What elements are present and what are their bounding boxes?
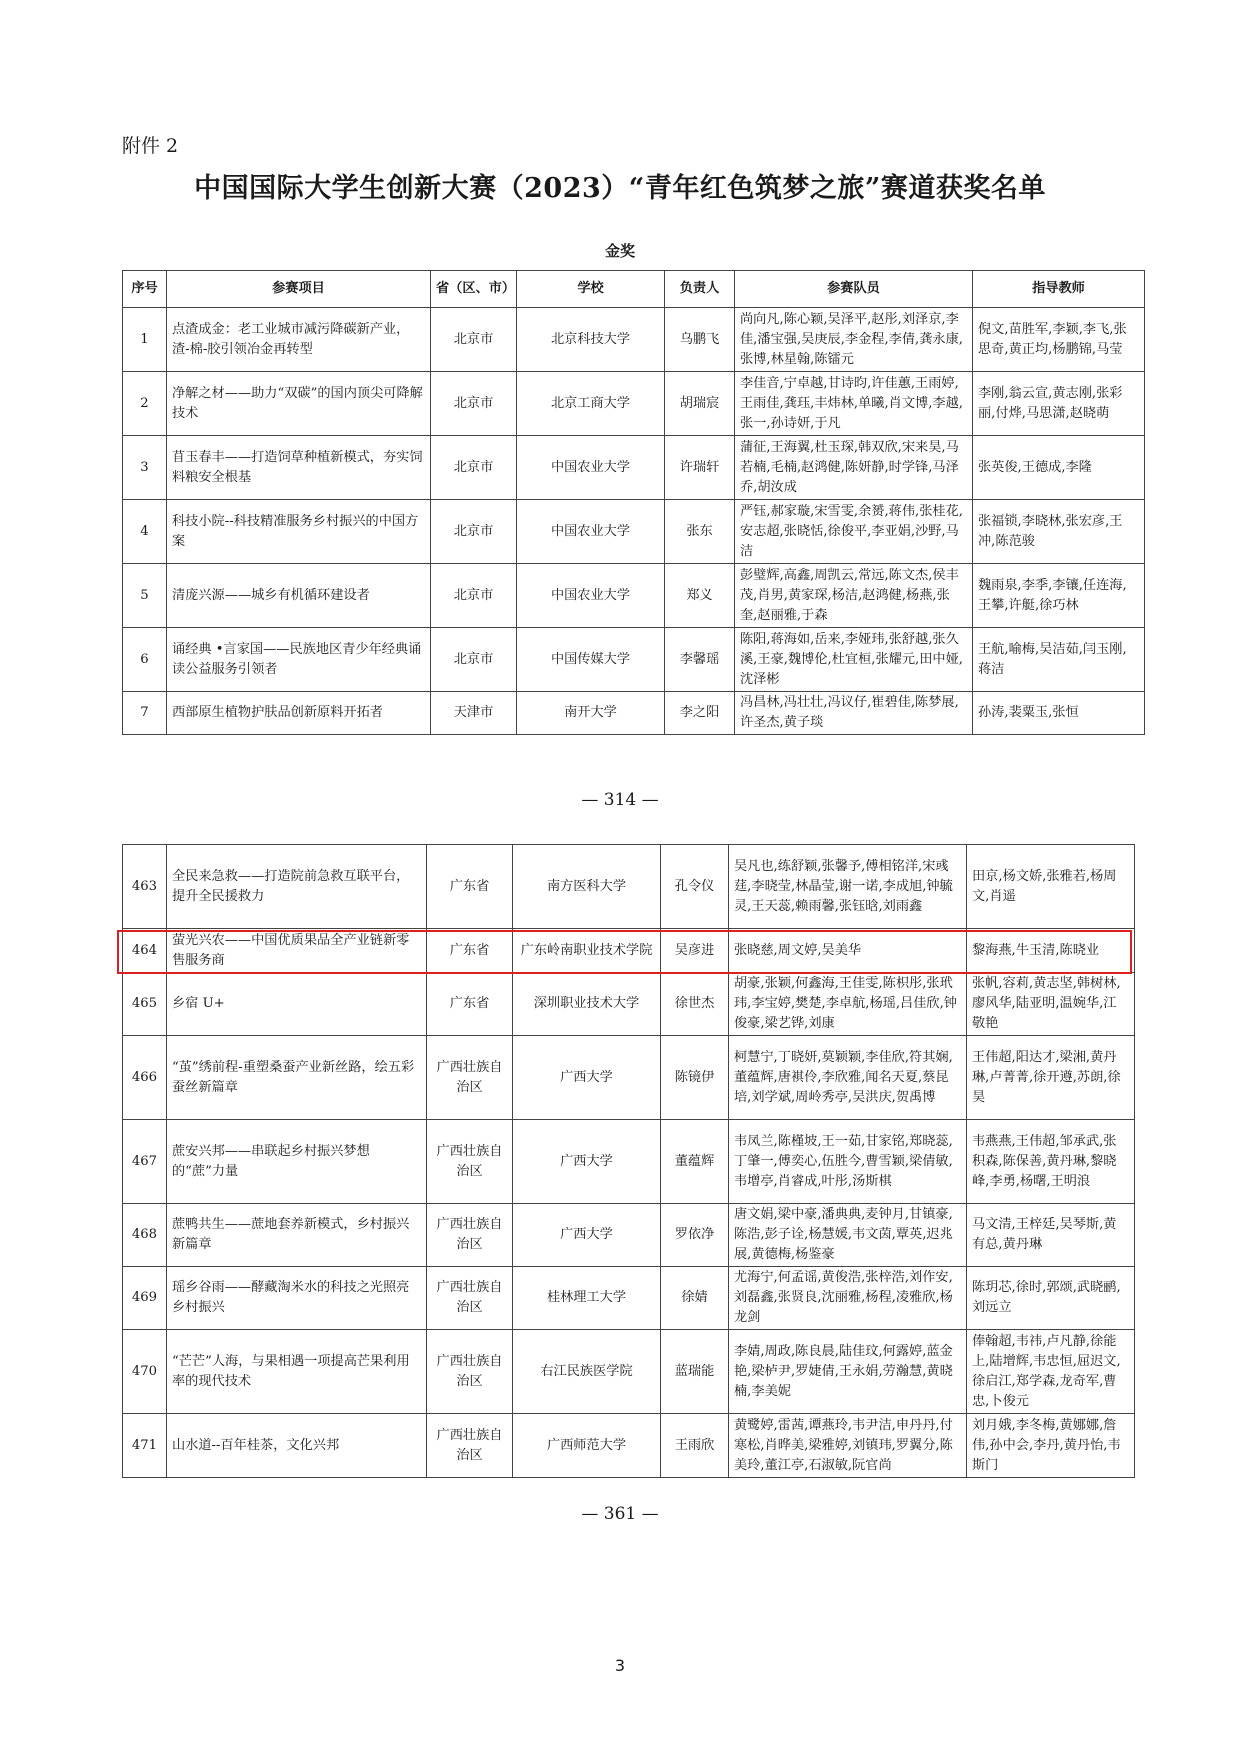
row-number: 2 <box>123 372 167 436</box>
project-name: 苜玉春丰——打造饲草种植新模式，夯实饲料粮安全根基 <box>167 436 431 500</box>
project-name: 点渣成金：老工业城市减污降碳新产业，渣-棉-胶引领冶金再转型 <box>167 308 431 372</box>
school: 北京科技大学 <box>517 308 665 372</box>
row-number: 4 <box>123 500 167 564</box>
school: 桂林理工大学 <box>513 1267 661 1330</box>
leader: 胡瑞宸 <box>665 372 735 436</box>
row-number: 465 <box>123 973 167 1036</box>
leader: 张东 <box>665 500 735 564</box>
advisors: 田京,杨文娇,张雅若,杨周文,肖遥 <box>967 845 1135 929</box>
project-name: 诵经典 •言家国——民族地区青少年经典诵读公益服务引领者 <box>167 628 431 692</box>
leader: 徐婧 <box>661 1267 729 1330</box>
school: 右江民族医学院 <box>513 1330 661 1414</box>
row-number: 467 <box>123 1120 167 1204</box>
table-row <box>123 436 1145 500</box>
team-members: 胡豪,张颖,何鑫海,王佳雯,陈枳彤,张玳玮,李宝婷,樊楚,李卓航,杨瑶,吕佳欣,钟俊豪,梁艺铧,刘康 <box>729 973 967 1036</box>
region: 北京市 <box>431 308 517 372</box>
advisors: 刘月娥,李冬梅,黄娜娜,詹伟,孙中会,李丹,黄丹怡,韦斯门 <box>967 1414 1135 1478</box>
header-project: 参赛项目 <box>167 271 431 308</box>
header-leader: 负责人 <box>665 271 735 308</box>
project-name: 蔗鸭共生——蔗地套养新模式，乡村振兴新篇章 <box>167 1204 427 1267</box>
highlight-box <box>117 930 1132 974</box>
region: 广西壮族自治区 <box>427 1330 513 1414</box>
team-members: 尤海宁,何孟谣,黄俊浩,张梓浩,刘作安,刘磊鑫,张贤良,沈丽雅,杨程,凌雅欣,杨龙剑 <box>729 1267 967 1330</box>
row-number: 469 <box>123 1267 167 1330</box>
table-row <box>123 564 1145 628</box>
project-name: 蔗安兴邦——串联起乡村振兴梦想的“蔗”力量 <box>167 1120 427 1204</box>
project-name: “芒芒”人海，与果相遇一项提高芒果利用率的现代技术 <box>167 1330 427 1414</box>
team-members: 韦凤兰,陈槿坡,王一茹,甘家铭,郑晓蕊,丁肇一,傅奕心,伍胜今,曹雪颖,梁倩敏,韦增亭,肖睿成,叶彤,汤斯棋 <box>729 1120 967 1204</box>
team-members: 李婧,周政,陈良晨,陆佳玟,何露婷,蓝金艳,梁栌尹,罗婕倩,王永娟,劳瀚慧,黄晓楠,李美妮 <box>729 1330 967 1414</box>
advisors: 韦燕燕,王伟超,邹承武,张积森,陈保善,黄丹琳,黎晓峰,李勇,杨曙,王明浪 <box>967 1120 1135 1204</box>
school: 南开大学 <box>517 692 665 735</box>
gold-award-table <box>122 270 1145 735</box>
table-row <box>123 845 1135 929</box>
region: 北京市 <box>431 628 517 692</box>
project-name: 萤光兴农——中国优质果品全产业链新零售服务商 <box>167 929 427 973</box>
leader: 王雨欣 <box>661 1414 729 1478</box>
school: 广西大学 <box>513 1036 661 1120</box>
row-number: 471 <box>123 1414 167 1478</box>
team-members: 严钰,郝家璇,宋雪雯,余赟,蒋伟,张桂花,安志超,张晓恬,徐俊平,李亚娟,沙野,马洁 <box>735 500 973 564</box>
table-row <box>123 1267 1135 1330</box>
row-number: 470 <box>123 1330 167 1414</box>
region: 北京市 <box>431 372 517 436</box>
project-name: 乡宿 U+ <box>167 973 427 1036</box>
leader: 李之阳 <box>665 692 735 735</box>
region: 广西壮族自治区 <box>427 1120 513 1204</box>
leader: 郑义 <box>665 564 735 628</box>
row-number: 464 <box>123 929 167 973</box>
row-number: 463 <box>123 845 167 929</box>
table-row <box>123 1414 1135 1478</box>
region: 广西壮族自治区 <box>427 1036 513 1120</box>
advisors: 魏雨泉,李季,李镶,任连海,王攀,许艇,徐巧林 <box>973 564 1145 628</box>
row-number: 1 <box>123 308 167 372</box>
region: 北京市 <box>431 500 517 564</box>
project-name: “茧”绣前程-重塑桑蚕产业新丝路，绘五彩蚕丝新篇章 <box>167 1036 427 1120</box>
team-members: 尚向凡,陈心颖,吴泽平,赵彤,刘泽京,李佳,潘宝强,吴庚辰,李金程,李倩,龚永康,张博,林星翰,陈镭元 <box>735 308 973 372</box>
region: 广西壮族自治区 <box>427 1267 513 1330</box>
table-row <box>123 1036 1135 1120</box>
table-row <box>123 628 1145 692</box>
page-number: — 314 — <box>581 790 659 810</box>
team-members: 吴凡也,练舒颖,张馨予,傅相铭洋,宋彧莛,李晓莹,林晶莹,谢一诺,李成旭,钟毓灵,王天蕊,赖雨馨,张钰晗,刘雨鑫 <box>729 845 967 929</box>
project-name: 清庞兴源——城乡有机循环建设者 <box>167 564 431 628</box>
attachment-label: 附件 2 <box>122 135 179 157</box>
row-number: 7 <box>123 692 167 735</box>
table-row <box>123 1204 1135 1267</box>
region: 广东省 <box>427 845 513 929</box>
advisors: 张帆,容莉,黄志坚,韩树林,廖风华,陆亚明,温婉华,江敬艳 <box>967 973 1135 1036</box>
table-row <box>123 973 1135 1036</box>
leader: 蓝瑞能 <box>661 1330 729 1414</box>
region: 天津市 <box>431 692 517 735</box>
school: 广西大学 <box>513 1204 661 1267</box>
leader: 罗依净 <box>661 1204 729 1267</box>
table-row <box>123 372 1145 436</box>
team-members: 陈阳,蒋海如,岳来,李娅玮,张舒越,张久溪,王豪,魏博伦,杜宜桓,张耀元,田中娅,沈泽彬 <box>735 628 973 692</box>
advisors: 李刚,翁云宣,黄志刚,张彩丽,付烨,马思潇,赵晓萌 <box>973 372 1145 436</box>
advisors: 俸翰超,韦祎,卢凡静,徐能上,陆增辉,韦忠恒,屈迟文,徐启江,郑学森,龙奇军,曹忠,卜俊元 <box>967 1330 1135 1414</box>
row-number: 5 <box>123 564 167 628</box>
leader: 乌鹏飞 <box>665 308 735 372</box>
row-number: 6 <box>123 628 167 692</box>
school: 中国农业大学 <box>517 500 665 564</box>
table-row <box>123 1330 1135 1414</box>
region: 北京市 <box>431 564 517 628</box>
award-level-heading: 金奖 <box>604 242 635 260</box>
header-teachers: 指导教师 <box>973 271 1145 308</box>
header-no: 序号 <box>123 271 167 308</box>
table-row <box>123 500 1145 564</box>
project-name: 全民来急救——打造院前急救互联平台，提升全民援救力 <box>167 845 427 929</box>
leader: 董蕴辉 <box>661 1120 729 1204</box>
advisors: 王航,喻梅,吴洁茹,闫玉刚,蒋洁 <box>973 628 1145 692</box>
team-members: 李佳音,宁卓越,甘诗昀,许佳蕙,王雨婷,王雨佳,龚珏,丰炜林,单曦,肖文博,李越,张一,孙诗妍,于凡 <box>735 372 973 436</box>
header-school: 学校 <box>517 271 665 308</box>
project-name: 科技小院--科技精准服务乡村振兴的中国方案 <box>167 500 431 564</box>
leader: 陈镜伊 <box>661 1036 729 1120</box>
region: 广西壮族自治区 <box>427 1204 513 1267</box>
advisors: 马文清,王梓廷,吴琴斯,黄有总,黄丹琳 <box>967 1204 1135 1267</box>
region: 广东省 <box>427 929 513 973</box>
team-members: 冯昌林,冯壮壮,冯议仔,崔碧佳,陈梦展,许圣杰,黄子琰 <box>735 692 973 735</box>
leader: 孔令仪 <box>661 845 729 929</box>
school: 深圳职业技术大学 <box>513 973 661 1036</box>
table-row <box>123 1120 1135 1204</box>
school: 北京工商大学 <box>517 372 665 436</box>
school: 广东岭南职业技术学院 <box>513 929 661 973</box>
advisors: 孙涛,裴粟玉,张恒 <box>973 692 1145 735</box>
row-number: 3 <box>123 436 167 500</box>
advisors: 王伟超,阳达才,梁湘,黄丹琳,卢菁菁,徐开遵,苏朗,徐昊 <box>967 1036 1135 1120</box>
leader: 吴彦进 <box>661 929 729 973</box>
table-row <box>123 308 1145 372</box>
team-members: 张晓慈,周文婷,吴美华 <box>729 929 967 973</box>
team-members: 彭璧辉,高鑫,周凯云,常远,陈文杰,侯丰茂,肖男,黄家琛,杨洁,赵鸿健,杨燕,张奎,赵丽雅,于森 <box>735 564 973 628</box>
row-number: 466 <box>123 1036 167 1120</box>
region: 广西壮族自治区 <box>427 1414 513 1478</box>
region: 广东省 <box>427 973 513 1036</box>
leader: 徐世杰 <box>661 973 729 1036</box>
team-members: 蒲征,王海翼,杜玉琛,韩双欣,宋来昊,马若楠,毛楠,赵鸿健,陈妍静,时学锋,马泽乔,胡汝成 <box>735 436 973 500</box>
team-members: 唐文娟,梁中豪,潘典典,麦钟月,甘镇豪,陈浩,彭子诠,杨慧媛,韦文茵,覃英,迟兆展,黄德梅,杨鉴豪 <box>729 1204 967 1267</box>
advisors: 陈玥芯,徐时,郭颂,武晓鹂,刘远立 <box>967 1267 1135 1330</box>
school: 中国传媒大学 <box>517 628 665 692</box>
table-row <box>123 692 1145 735</box>
region: 北京市 <box>431 436 517 500</box>
project-name: 西部原生植物护肤品创新原料开拓者 <box>167 692 431 735</box>
row-number: 468 <box>123 1204 167 1267</box>
project-name: 瑶乡谷雨——酵藏淘米水的科技之光照亮乡村振兴 <box>167 1267 427 1330</box>
leader: 李馨瑶 <box>665 628 735 692</box>
header-members: 参赛队员 <box>735 271 973 308</box>
team-members: 柯慧宁,丁晓妍,莫颖颖,李佳欣,符其娴,董蕴辉,唐褀伶,李欣雅,闻名天夏,蔡昆培,刘学斌,周岭秀亭,吴洪庆,贺禹博 <box>729 1036 967 1120</box>
school: 中国农业大学 <box>517 436 665 500</box>
school: 中国农业大学 <box>517 564 665 628</box>
school: 广西大学 <box>513 1120 661 1204</box>
school: 广西师范大学 <box>513 1414 661 1478</box>
page-number: — 361 — <box>581 1504 659 1524</box>
advisors: 倪文,苗胜军,李颖,李飞,张思奇,黄正均,杨鹏锦,马莹 <box>973 308 1145 372</box>
team-members: 黄鹭婷,雷茜,谭燕玲,韦尹洁,申丹丹,付寒松,肖晔美,梁雅婷,刘镇玮,罗翼分,陈美玲,董江亭,石淑敏,阮官尚 <box>729 1414 967 1478</box>
advisors: 张福锁,李晓林,张宏彦,王冲,陈范骏 <box>973 500 1145 564</box>
project-name: 山水道--百年桂茶，文化兴邦 <box>167 1414 427 1478</box>
leader: 许瑞轩 <box>665 436 735 500</box>
document-title: 中国国际大学生创新大赛（2023）“青年红色筑梦之旅”赛道获奖名单 <box>194 173 1046 204</box>
header-region: 省（区、市） <box>431 271 517 308</box>
advisors: 黎海燕,牛玉清,陈晓业 <box>967 929 1135 973</box>
page-number: 3 <box>614 1656 626 1675</box>
table-header-row <box>123 271 1145 308</box>
project-name: 净解之材——助力“双碳”的国内顶尖可降解技术 <box>167 372 431 436</box>
advisors: 张英俊,王德成,李隆 <box>973 436 1145 500</box>
school: 南方医科大学 <box>513 845 661 929</box>
